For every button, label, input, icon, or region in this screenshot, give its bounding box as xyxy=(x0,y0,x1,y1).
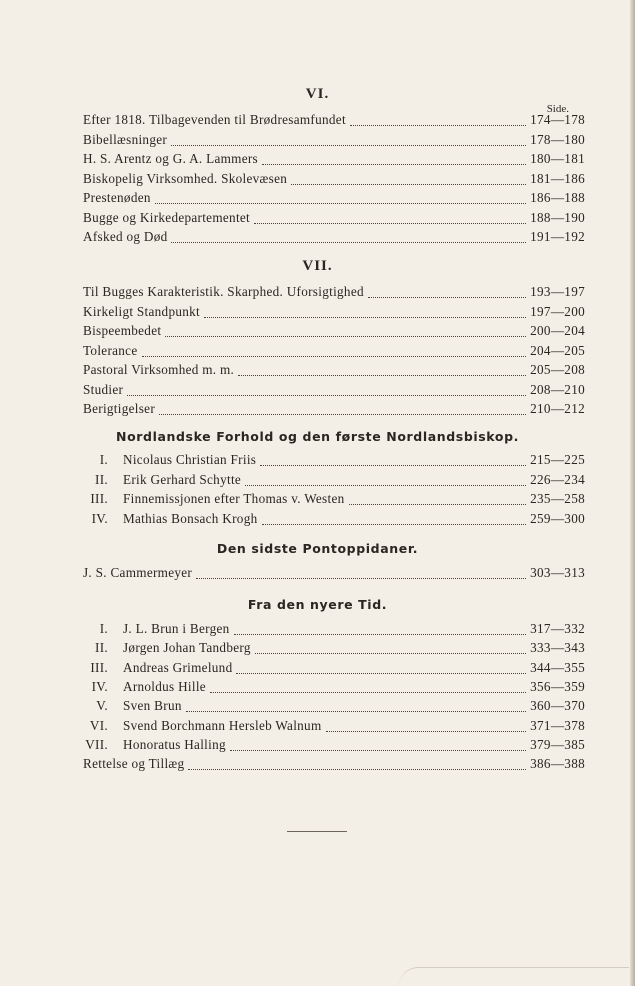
dot-leader xyxy=(165,335,526,337)
section-heading-vii: VII. xyxy=(302,258,333,274)
dot-leader xyxy=(127,394,526,396)
dot-leader xyxy=(262,163,526,165)
dot-leader xyxy=(171,241,526,243)
entry-pages: 215—225 xyxy=(530,452,585,467)
entry-number: IV. xyxy=(91,511,108,527)
dot-leader xyxy=(326,730,527,732)
entry-pages: 200—204 xyxy=(530,323,585,338)
entry-pages: 379—385 xyxy=(530,736,585,752)
entry-number: VII. xyxy=(85,736,108,752)
dot-leader xyxy=(142,355,527,357)
entry-pages: 197—200 xyxy=(530,303,585,319)
entry-pages: 259—300 xyxy=(530,511,585,527)
entry-title: Bispeembedet xyxy=(83,323,162,338)
entry-number: I. xyxy=(99,621,108,636)
toc-entry xyxy=(83,304,585,322)
entry-pages: 188—190 xyxy=(530,209,585,225)
entry-pages: 356—359 xyxy=(530,678,585,694)
toc-entry xyxy=(83,382,585,400)
toc-entry xyxy=(83,343,585,361)
entry-title: H. S. Arentz og G. A. Lammers xyxy=(83,151,258,166)
entry-title: Pastoral Virksomhed m. m. xyxy=(83,362,235,377)
section-heading-nordland: Nordlandske Forhold og den første Nordlandsbiskop. xyxy=(116,429,519,444)
entry-pages: 186—188 xyxy=(530,190,585,205)
entry-pages: 386—388 xyxy=(530,756,585,771)
toc-entry xyxy=(83,210,585,228)
toc-entry xyxy=(83,756,585,774)
entry-pages: 204—205 xyxy=(530,342,585,358)
dot-leader xyxy=(155,202,526,204)
entry-number: III. xyxy=(90,659,108,675)
page-curl xyxy=(399,967,629,986)
toc-entry xyxy=(83,452,585,470)
entry-pages: 333—343 xyxy=(530,640,585,656)
entry-title: Afsked og Død xyxy=(83,229,168,244)
entry-title: Finnemissjonen efter Thomas v. Westen xyxy=(123,491,345,507)
entry-number: III. xyxy=(90,491,108,507)
entry-title: Rettelse og Tillæg xyxy=(83,756,185,771)
dot-leader xyxy=(368,296,526,298)
toc-entry xyxy=(83,112,585,130)
entry-title: Nicolaus Christian Friis xyxy=(123,452,257,467)
entry-title: Bibellæsninger xyxy=(83,131,168,147)
toc-entry xyxy=(83,171,585,189)
entry-pages: 303—313 xyxy=(530,565,585,580)
dot-leader xyxy=(188,768,526,770)
toc-entry xyxy=(83,491,585,509)
dot-leader xyxy=(260,464,526,466)
dot-leader xyxy=(245,484,526,486)
entry-pages: 181—186 xyxy=(530,170,585,186)
entry-title: Honoratus Halling xyxy=(123,736,226,752)
dot-leader xyxy=(238,374,526,376)
entry-title: Til Bugges Karakteristik. Skarphed. Uforsigtighed xyxy=(83,284,364,299)
dot-leader xyxy=(291,183,526,185)
entry-title: Prestenøden xyxy=(83,190,151,205)
dot-leader xyxy=(349,503,527,505)
toc-entry xyxy=(83,679,585,697)
entry-number: I. xyxy=(99,452,108,467)
entry-pages: 210—212 xyxy=(530,401,585,416)
entry-title: Jørgen Johan Tandberg xyxy=(123,640,251,656)
entry-title: Andreas Grimelund xyxy=(123,659,233,675)
entry-title: Sven Brun xyxy=(123,698,182,714)
page-edge xyxy=(630,0,635,986)
entry-number: IV. xyxy=(91,678,108,694)
section-heading-pontoppidan: Den sidste Pontoppidaner. xyxy=(216,541,419,556)
entry-title: Svend Borchmann Hersleb Walnum xyxy=(123,717,322,733)
entry-title: J. S. Cammermeyer xyxy=(83,565,193,580)
entry-number: VI. xyxy=(89,717,108,733)
toc-entry xyxy=(83,565,585,583)
dot-leader xyxy=(171,144,526,146)
entry-pages: 360—370 xyxy=(530,698,585,714)
entry-number: II. xyxy=(95,640,108,656)
closing-rule xyxy=(287,831,347,832)
dot-leader xyxy=(262,523,527,525)
toc-entry xyxy=(83,401,585,419)
toc-entry xyxy=(83,660,585,678)
entry-title: J. L. Brun i Bergen xyxy=(123,621,230,636)
dot-leader xyxy=(210,691,526,693)
toc-entry xyxy=(83,362,585,380)
entry-title: Tolerance xyxy=(83,342,138,358)
toc-entry xyxy=(83,737,585,755)
dot-leader xyxy=(186,710,526,712)
dot-leader xyxy=(236,672,526,674)
toc-entry xyxy=(83,229,585,247)
entry-title: Kirkeligt Standpunkt xyxy=(83,303,200,319)
entry-pages: 208—210 xyxy=(530,381,585,397)
entry-pages: 344—355 xyxy=(530,659,585,675)
dot-leader xyxy=(196,577,526,579)
entry-title: Bugge og Kirkedepartementet xyxy=(83,209,251,225)
dot-leader xyxy=(204,316,526,318)
toc-entry xyxy=(83,640,585,658)
toc-entry xyxy=(83,151,585,169)
entry-number: V. xyxy=(96,698,108,714)
entry-pages: 371—378 xyxy=(530,717,585,733)
entry-pages: 317—332 xyxy=(530,621,585,636)
entry-title: Biskopelig Virksomhed. Skolevæsen xyxy=(83,170,288,186)
entry-title: Mathias Bonsach Krogh xyxy=(123,511,258,527)
entry-pages: 235—258 xyxy=(530,491,585,507)
toc-entry xyxy=(83,284,585,302)
entry-pages: 226—234 xyxy=(530,471,585,487)
entry-title: Berigtigelser xyxy=(83,401,156,416)
entry-title: Erik Gerhard Schytte xyxy=(123,471,242,487)
entry-title: Arnoldus Hille xyxy=(123,678,206,694)
section-heading-nyere: Fra den nyere Tid. xyxy=(247,597,388,612)
entry-pages: 205—208 xyxy=(530,362,585,377)
entry-title: Studier xyxy=(83,381,124,397)
toc-entry xyxy=(83,698,585,716)
toc-entry xyxy=(83,718,585,736)
side-label: Side. xyxy=(546,103,569,115)
toc-entry xyxy=(83,621,585,639)
entry-pages: 180—181 xyxy=(530,151,585,166)
entry-pages: 178—180 xyxy=(530,131,585,147)
toc-entry xyxy=(83,132,585,150)
dot-leader xyxy=(230,749,526,751)
entry-number: II. xyxy=(95,471,108,487)
section-heading-vi: VI. xyxy=(305,86,330,102)
toc-entry xyxy=(83,472,585,490)
toc-entry xyxy=(83,190,585,208)
toc-entry xyxy=(83,323,585,341)
dot-leader xyxy=(350,124,526,126)
dot-leader xyxy=(234,633,527,635)
entry-pages: 191—192 xyxy=(530,229,585,244)
entry-pages: 174—178 xyxy=(530,112,585,127)
entry-pages: 193—197 xyxy=(530,284,585,299)
dot-leader xyxy=(255,652,526,654)
toc-entry xyxy=(83,511,585,529)
entry-title: Efter 1818. Tilbagevenden til Brødresamfundet xyxy=(83,112,346,127)
dot-leader xyxy=(159,413,526,415)
dot-leader xyxy=(254,222,526,224)
